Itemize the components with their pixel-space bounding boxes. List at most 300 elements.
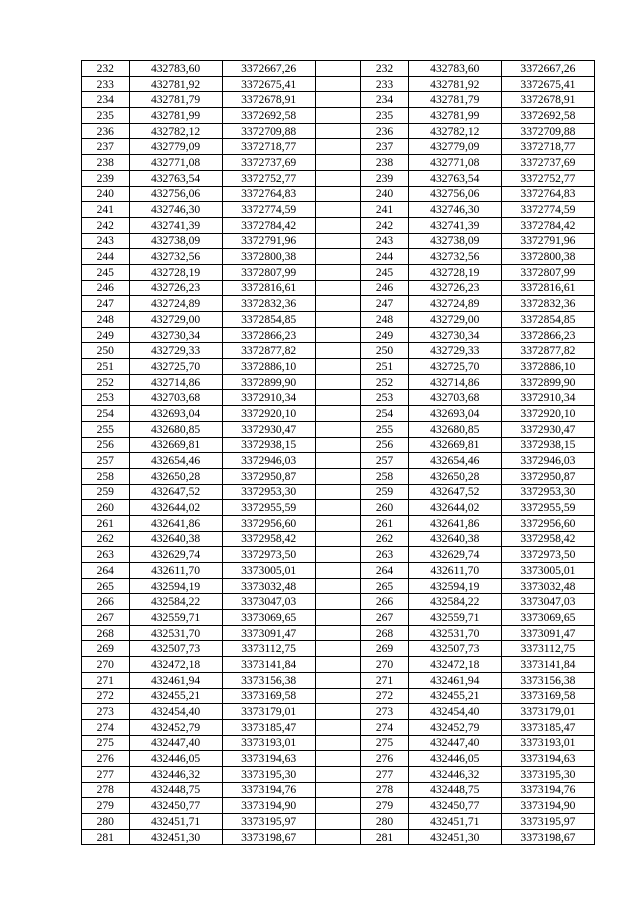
right-x-coordinate-cell: 432763,54	[408, 170, 501, 186]
left-point-number-cell: 272	[82, 688, 130, 704]
coordinate-table-body	[82, 61, 595, 845]
right-point-number-cell: 239	[361, 170, 409, 186]
right-x-coordinate-cell: 432531,70	[408, 625, 501, 641]
table-row	[82, 531, 595, 547]
left-point-number-cell: 269	[82, 641, 130, 657]
empty-gap-cell	[315, 390, 361, 406]
right-x-coordinate-cell: 432644,02	[408, 500, 501, 516]
left-y-coordinate-cell: 3372950,87	[222, 468, 315, 484]
table-row	[82, 421, 595, 437]
right-y-coordinate-cell: 3372791,96	[501, 233, 594, 249]
left-point-number-cell: 236	[82, 123, 130, 139]
right-y-coordinate-cell: 3373141,84	[501, 657, 594, 673]
left-point-number-cell: 249	[82, 327, 130, 343]
left-point-number-cell: 235	[82, 108, 130, 124]
empty-gap-cell	[315, 500, 361, 516]
right-x-coordinate-cell: 432640,38	[408, 531, 501, 547]
right-x-coordinate-cell: 432730,34	[408, 327, 501, 343]
left-y-coordinate-cell: 3372807,99	[222, 264, 315, 280]
right-x-coordinate-cell: 432451,30	[408, 829, 501, 845]
right-x-coordinate-cell: 432450,77	[408, 798, 501, 814]
empty-gap-cell	[315, 829, 361, 845]
empty-gap-cell	[315, 766, 361, 782]
left-y-coordinate-cell: 3372774,59	[222, 202, 315, 218]
table-row	[82, 359, 595, 375]
right-y-coordinate-cell: 3373179,01	[501, 704, 594, 720]
empty-gap-cell	[315, 264, 361, 280]
table-row	[82, 798, 595, 814]
right-x-coordinate-cell: 432559,71	[408, 610, 501, 626]
left-y-coordinate-cell: 3373179,01	[222, 704, 315, 720]
right-y-coordinate-cell: 3372854,85	[501, 312, 594, 328]
right-x-coordinate-cell: 432594,19	[408, 578, 501, 594]
table-row	[82, 766, 595, 782]
left-y-coordinate-cell: 3372938,15	[222, 437, 315, 453]
coordinate-table	[81, 60, 595, 845]
left-point-number-cell: 276	[82, 751, 130, 767]
empty-gap-cell	[315, 453, 361, 469]
right-point-number-cell: 255	[361, 421, 409, 437]
left-y-coordinate-cell: 3373194,63	[222, 751, 315, 767]
left-y-coordinate-cell: 3372718,77	[222, 139, 315, 155]
right-y-coordinate-cell: 3372886,10	[501, 359, 594, 375]
left-x-coordinate-cell: 432559,71	[129, 610, 222, 626]
left-y-coordinate-cell: 3373195,30	[222, 766, 315, 782]
table-row	[82, 264, 595, 280]
right-x-coordinate-cell: 432461,94	[408, 672, 501, 688]
empty-gap-cell	[315, 312, 361, 328]
left-y-coordinate-cell: 3372955,59	[222, 500, 315, 516]
left-point-number-cell: 246	[82, 280, 130, 296]
empty-gap-cell	[315, 594, 361, 610]
right-x-coordinate-cell: 432507,73	[408, 641, 501, 657]
table-row	[82, 751, 595, 767]
right-point-number-cell: 241	[361, 202, 409, 218]
right-point-number-cell: 245	[361, 264, 409, 280]
left-x-coordinate-cell: 432647,52	[129, 484, 222, 500]
left-point-number-cell: 255	[82, 421, 130, 437]
right-point-number-cell: 246	[361, 280, 409, 296]
right-y-coordinate-cell: 3372938,15	[501, 437, 594, 453]
right-y-coordinate-cell: 3373091,47	[501, 625, 594, 641]
left-point-number-cell: 267	[82, 610, 130, 626]
table-row	[82, 437, 595, 453]
left-y-coordinate-cell: 3372910,34	[222, 390, 315, 406]
left-y-coordinate-cell: 3372956,60	[222, 515, 315, 531]
right-x-coordinate-cell: 432452,79	[408, 719, 501, 735]
empty-gap-cell	[315, 719, 361, 735]
right-point-number-cell: 238	[361, 155, 409, 171]
right-y-coordinate-cell: 3373047,03	[501, 594, 594, 610]
right-y-coordinate-cell: 3372958,42	[501, 531, 594, 547]
table-row	[82, 327, 595, 343]
right-point-number-cell: 251	[361, 359, 409, 375]
left-x-coordinate-cell: 432714,86	[129, 374, 222, 390]
right-point-number-cell: 240	[361, 186, 409, 202]
right-x-coordinate-cell: 432724,89	[408, 296, 501, 312]
right-y-coordinate-cell: 3373198,67	[501, 829, 594, 845]
left-y-coordinate-cell: 3373194,76	[222, 782, 315, 798]
right-y-coordinate-cell: 3373195,30	[501, 766, 594, 782]
empty-gap-cell	[315, 468, 361, 484]
right-point-number-cell: 279	[361, 798, 409, 814]
right-x-coordinate-cell: 432729,33	[408, 343, 501, 359]
left-x-coordinate-cell: 432783,60	[129, 61, 222, 77]
right-y-coordinate-cell: 3372675,41	[501, 76, 594, 92]
right-x-coordinate-cell: 432703,68	[408, 390, 501, 406]
empty-gap-cell	[315, 515, 361, 531]
table-row	[82, 610, 595, 626]
right-y-coordinate-cell: 3372899,90	[501, 374, 594, 390]
table-row	[82, 76, 595, 92]
left-y-coordinate-cell: 3372877,82	[222, 343, 315, 359]
left-point-number-cell: 241	[82, 202, 130, 218]
left-x-coordinate-cell: 432507,73	[129, 641, 222, 657]
right-x-coordinate-cell: 432611,70	[408, 563, 501, 579]
table-row	[82, 233, 595, 249]
left-x-coordinate-cell: 432781,92	[129, 76, 222, 92]
left-x-coordinate-cell: 432650,28	[129, 468, 222, 484]
table-row	[82, 92, 595, 108]
left-x-coordinate-cell: 432782,12	[129, 123, 222, 139]
right-y-coordinate-cell: 3372784,42	[501, 217, 594, 233]
table-row	[82, 578, 595, 594]
table-row	[82, 782, 595, 798]
left-y-coordinate-cell: 3372791,96	[222, 233, 315, 249]
left-x-coordinate-cell: 432725,70	[129, 359, 222, 375]
right-y-coordinate-cell: 3372737,69	[501, 155, 594, 171]
right-x-coordinate-cell: 432782,12	[408, 123, 501, 139]
table-row	[82, 170, 595, 186]
table-row	[82, 641, 595, 657]
right-x-coordinate-cell: 432771,08	[408, 155, 501, 171]
left-point-number-cell: 256	[82, 437, 130, 453]
left-point-number-cell: 254	[82, 406, 130, 422]
left-point-number-cell: 277	[82, 766, 130, 782]
left-y-coordinate-cell: 3372709,88	[222, 123, 315, 139]
table-row	[82, 484, 595, 500]
right-y-coordinate-cell: 3373169,58	[501, 688, 594, 704]
empty-gap-cell	[315, 735, 361, 751]
left-point-number-cell: 257	[82, 453, 130, 469]
left-x-coordinate-cell: 432531,70	[129, 625, 222, 641]
left-x-coordinate-cell: 432584,22	[129, 594, 222, 610]
left-x-coordinate-cell: 432448,75	[129, 782, 222, 798]
right-y-coordinate-cell: 3373005,01	[501, 563, 594, 579]
table-row	[82, 139, 595, 155]
empty-gap-cell	[315, 641, 361, 657]
left-y-coordinate-cell: 3373047,03	[222, 594, 315, 610]
right-y-coordinate-cell: 3373112,75	[501, 641, 594, 657]
left-point-number-cell: 271	[82, 672, 130, 688]
right-x-coordinate-cell: 432728,19	[408, 264, 501, 280]
table-row	[82, 500, 595, 516]
right-y-coordinate-cell: 3372866,23	[501, 327, 594, 343]
table-row	[82, 719, 595, 735]
right-x-coordinate-cell: 432680,85	[408, 421, 501, 437]
right-y-coordinate-cell: 3372807,99	[501, 264, 594, 280]
left-y-coordinate-cell: 3373198,67	[222, 829, 315, 845]
right-y-coordinate-cell: 3373194,76	[501, 782, 594, 798]
empty-gap-cell	[315, 751, 361, 767]
left-point-number-cell: 265	[82, 578, 130, 594]
right-y-coordinate-cell: 3372973,50	[501, 547, 594, 563]
left-y-coordinate-cell: 3373194,90	[222, 798, 315, 814]
table-row	[82, 108, 595, 124]
left-point-number-cell: 274	[82, 719, 130, 735]
left-x-coordinate-cell: 432724,89	[129, 296, 222, 312]
left-x-coordinate-cell: 432629,74	[129, 547, 222, 563]
table-row	[82, 594, 595, 610]
left-y-coordinate-cell: 3372692,58	[222, 108, 315, 124]
right-x-coordinate-cell: 432746,30	[408, 202, 501, 218]
right-point-number-cell: 244	[361, 249, 409, 265]
left-x-coordinate-cell: 432728,19	[129, 264, 222, 280]
left-point-number-cell: 251	[82, 359, 130, 375]
right-point-number-cell: 252	[361, 374, 409, 390]
left-point-number-cell: 278	[82, 782, 130, 798]
right-x-coordinate-cell: 432654,46	[408, 453, 501, 469]
left-y-coordinate-cell: 3373091,47	[222, 625, 315, 641]
left-y-coordinate-cell: 3373169,58	[222, 688, 315, 704]
left-y-coordinate-cell: 3373156,38	[222, 672, 315, 688]
left-y-coordinate-cell: 3372973,50	[222, 547, 315, 563]
empty-gap-cell	[315, 139, 361, 155]
right-point-number-cell: 262	[361, 531, 409, 547]
right-x-coordinate-cell: 432451,71	[408, 814, 501, 830]
right-x-coordinate-cell: 432756,06	[408, 186, 501, 202]
left-y-coordinate-cell: 3372958,42	[222, 531, 315, 547]
table-row	[82, 390, 595, 406]
left-y-coordinate-cell: 3372816,61	[222, 280, 315, 296]
left-point-number-cell: 248	[82, 312, 130, 328]
left-point-number-cell: 243	[82, 233, 130, 249]
left-y-coordinate-cell: 3372886,10	[222, 359, 315, 375]
left-x-coordinate-cell: 432640,38	[129, 531, 222, 547]
left-y-coordinate-cell: 3372832,36	[222, 296, 315, 312]
right-x-coordinate-cell: 432738,09	[408, 233, 501, 249]
left-point-number-cell: 260	[82, 500, 130, 516]
right-point-number-cell: 274	[361, 719, 409, 735]
left-y-coordinate-cell: 3373032,48	[222, 578, 315, 594]
left-y-coordinate-cell: 3372737,69	[222, 155, 315, 171]
empty-gap-cell	[315, 155, 361, 171]
right-x-coordinate-cell: 432641,86	[408, 515, 501, 531]
right-point-number-cell: 233	[361, 76, 409, 92]
table-row	[82, 249, 595, 265]
left-point-number-cell: 238	[82, 155, 130, 171]
left-y-coordinate-cell: 3372866,23	[222, 327, 315, 343]
left-x-coordinate-cell: 432763,54	[129, 170, 222, 186]
right-point-number-cell: 235	[361, 108, 409, 124]
empty-gap-cell	[315, 625, 361, 641]
left-point-number-cell: 232	[82, 61, 130, 77]
table-row	[82, 280, 595, 296]
left-point-number-cell: 279	[82, 798, 130, 814]
left-x-coordinate-cell: 432641,86	[129, 515, 222, 531]
left-point-number-cell: 250	[82, 343, 130, 359]
left-y-coordinate-cell: 3372899,90	[222, 374, 315, 390]
right-point-number-cell: 243	[361, 233, 409, 249]
table-row	[82, 688, 595, 704]
left-point-number-cell: 259	[82, 484, 130, 500]
empty-gap-cell	[315, 814, 361, 830]
right-point-number-cell: 277	[361, 766, 409, 782]
empty-gap-cell	[315, 672, 361, 688]
empty-gap-cell	[315, 578, 361, 594]
left-point-number-cell: 239	[82, 170, 130, 186]
empty-gap-cell	[315, 296, 361, 312]
left-x-coordinate-cell: 432454,40	[129, 704, 222, 720]
left-y-coordinate-cell: 3372764,83	[222, 186, 315, 202]
table-row	[82, 735, 595, 751]
left-y-coordinate-cell: 3372854,85	[222, 312, 315, 328]
right-y-coordinate-cell: 3372816,61	[501, 280, 594, 296]
right-point-number-cell: 268	[361, 625, 409, 641]
left-point-number-cell: 244	[82, 249, 130, 265]
empty-gap-cell	[315, 421, 361, 437]
right-point-number-cell: 276	[361, 751, 409, 767]
left-x-coordinate-cell: 432729,33	[129, 343, 222, 359]
left-point-number-cell: 264	[82, 563, 130, 579]
empty-gap-cell	[315, 186, 361, 202]
right-point-number-cell: 253	[361, 390, 409, 406]
right-x-coordinate-cell: 432647,52	[408, 484, 501, 500]
left-x-coordinate-cell: 432654,46	[129, 453, 222, 469]
table-row	[82, 155, 595, 171]
right-point-number-cell: 237	[361, 139, 409, 155]
table-row	[82, 296, 595, 312]
left-x-coordinate-cell: 432693,04	[129, 406, 222, 422]
left-x-coordinate-cell: 432446,05	[129, 751, 222, 767]
right-x-coordinate-cell: 432472,18	[408, 657, 501, 673]
table-row	[82, 374, 595, 390]
right-y-coordinate-cell: 3373032,48	[501, 578, 594, 594]
empty-gap-cell	[315, 688, 361, 704]
left-y-coordinate-cell: 3372784,42	[222, 217, 315, 233]
table-row	[82, 406, 595, 422]
right-point-number-cell: 260	[361, 500, 409, 516]
right-point-number-cell: 250	[361, 343, 409, 359]
table-row	[82, 563, 595, 579]
right-y-coordinate-cell: 3372955,59	[501, 500, 594, 516]
empty-gap-cell	[315, 61, 361, 77]
empty-gap-cell	[315, 374, 361, 390]
left-y-coordinate-cell: 3372675,41	[222, 76, 315, 92]
left-y-coordinate-cell: 3373141,84	[222, 657, 315, 673]
left-x-coordinate-cell: 432451,30	[129, 829, 222, 845]
right-x-coordinate-cell: 432729,00	[408, 312, 501, 328]
right-point-number-cell: 258	[361, 468, 409, 484]
left-point-number-cell: 247	[82, 296, 130, 312]
table-row	[82, 186, 595, 202]
right-y-coordinate-cell: 3373185,47	[501, 719, 594, 735]
left-point-number-cell: 270	[82, 657, 130, 673]
left-x-coordinate-cell: 432771,08	[129, 155, 222, 171]
right-point-number-cell: 263	[361, 547, 409, 563]
left-point-number-cell: 261	[82, 515, 130, 531]
empty-gap-cell	[315, 233, 361, 249]
right-point-number-cell: 236	[361, 123, 409, 139]
empty-gap-cell	[315, 170, 361, 186]
left-y-coordinate-cell: 3372667,26	[222, 61, 315, 77]
left-point-number-cell: 252	[82, 374, 130, 390]
left-x-coordinate-cell: 432472,18	[129, 657, 222, 673]
right-x-coordinate-cell: 432783,60	[408, 61, 501, 77]
left-y-coordinate-cell: 3373185,47	[222, 719, 315, 735]
table-row	[82, 217, 595, 233]
right-y-coordinate-cell: 3372709,88	[501, 123, 594, 139]
right-point-number-cell: 267	[361, 610, 409, 626]
right-point-number-cell: 261	[361, 515, 409, 531]
table-row	[82, 61, 595, 77]
empty-gap-cell	[315, 76, 361, 92]
right-y-coordinate-cell: 3373193,01	[501, 735, 594, 751]
left-y-coordinate-cell: 3372946,03	[222, 453, 315, 469]
right-point-number-cell: 272	[361, 688, 409, 704]
left-point-number-cell: 258	[82, 468, 130, 484]
empty-gap-cell	[315, 484, 361, 500]
table-row	[82, 468, 595, 484]
left-x-coordinate-cell: 432451,71	[129, 814, 222, 830]
left-point-number-cell: 233	[82, 76, 130, 92]
right-y-coordinate-cell: 3373069,65	[501, 610, 594, 626]
right-point-number-cell: 266	[361, 594, 409, 610]
right-y-coordinate-cell: 3372950,87	[501, 468, 594, 484]
left-x-coordinate-cell: 432703,68	[129, 390, 222, 406]
empty-gap-cell	[315, 217, 361, 233]
right-y-coordinate-cell: 3372800,38	[501, 249, 594, 265]
empty-gap-cell	[315, 249, 361, 265]
table-row	[82, 123, 595, 139]
right-point-number-cell: 278	[361, 782, 409, 798]
right-point-number-cell: 249	[361, 327, 409, 343]
left-point-number-cell: 273	[82, 704, 130, 720]
left-y-coordinate-cell: 3372678,91	[222, 92, 315, 108]
empty-gap-cell	[315, 531, 361, 547]
right-point-number-cell: 281	[361, 829, 409, 845]
empty-gap-cell	[315, 406, 361, 422]
right-x-coordinate-cell: 432726,23	[408, 280, 501, 296]
right-point-number-cell: 269	[361, 641, 409, 657]
right-y-coordinate-cell: 3372953,30	[501, 484, 594, 500]
table-row	[82, 312, 595, 328]
right-x-coordinate-cell: 432455,21	[408, 688, 501, 704]
right-point-number-cell: 254	[361, 406, 409, 422]
left-y-coordinate-cell: 3372930,47	[222, 421, 315, 437]
left-x-coordinate-cell: 432594,19	[129, 578, 222, 594]
right-point-number-cell: 273	[361, 704, 409, 720]
empty-gap-cell	[315, 610, 361, 626]
right-point-number-cell: 242	[361, 217, 409, 233]
left-point-number-cell: 275	[82, 735, 130, 751]
left-x-coordinate-cell: 432726,23	[129, 280, 222, 296]
right-point-number-cell: 275	[361, 735, 409, 751]
left-x-coordinate-cell: 432779,09	[129, 139, 222, 155]
left-y-coordinate-cell: 3372953,30	[222, 484, 315, 500]
right-point-number-cell: 265	[361, 578, 409, 594]
left-x-coordinate-cell: 432447,40	[129, 735, 222, 751]
right-point-number-cell: 232	[361, 61, 409, 77]
empty-gap-cell	[315, 108, 361, 124]
empty-gap-cell	[315, 92, 361, 108]
table-row	[82, 704, 595, 720]
left-point-number-cell: 281	[82, 829, 130, 845]
empty-gap-cell	[315, 123, 361, 139]
left-x-coordinate-cell: 432729,00	[129, 312, 222, 328]
right-y-coordinate-cell: 3372718,77	[501, 139, 594, 155]
left-x-coordinate-cell: 432450,77	[129, 798, 222, 814]
